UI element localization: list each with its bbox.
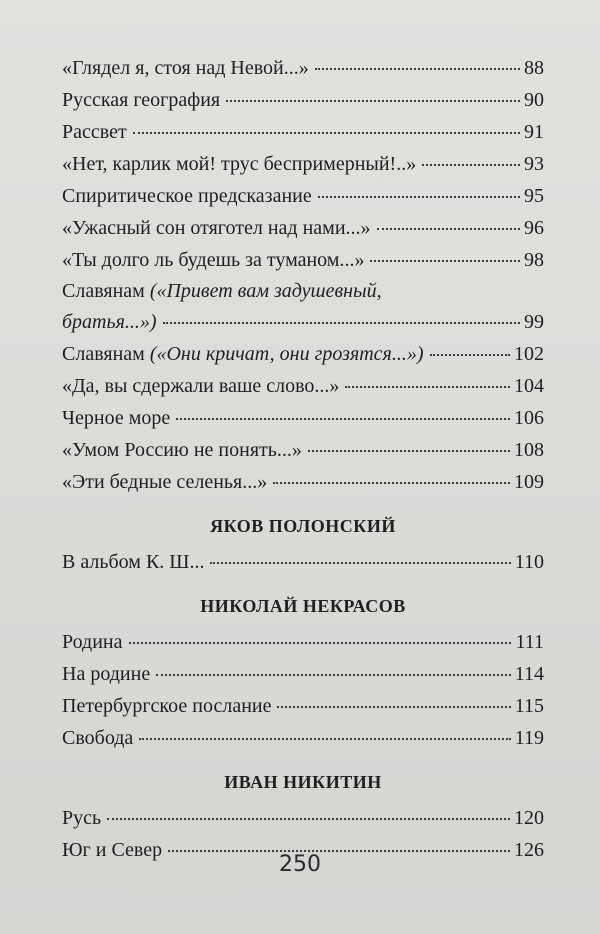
entry-title: Юг и Север: [62, 839, 163, 861]
entry-title: Петербургское послание: [62, 695, 272, 717]
toc-entry-line: [62, 276, 544, 306]
entry-title: Рассвет: [62, 121, 127, 143]
entry-main-title: Славянам: [62, 280, 145, 302]
toc-entry: [62, 402, 544, 434]
dot-leader: [422, 164, 520, 166]
entry-page: 98: [524, 249, 544, 271]
toc-entry: [62, 434, 544, 466]
entry-page: 102: [514, 343, 544, 365]
dot-leader: [318, 196, 520, 198]
section-author-heading: ЯКОВ ПОЛОНСКИЙ: [210, 516, 396, 536]
entry-page: 104: [514, 375, 544, 397]
entry-page: 99: [524, 311, 544, 333]
entry-page: 115: [514, 695, 544, 717]
dot-leader: [107, 818, 510, 820]
dot-leader: [430, 354, 510, 356]
toc-entry: [62, 626, 544, 658]
dot-leader: [377, 228, 520, 230]
dot-leader: [273, 482, 510, 484]
entry-page: 110: [514, 551, 544, 573]
toc-entry: [62, 370, 544, 402]
entry-subtitle-cont: братья...»): [62, 311, 157, 333]
entry-title: Родина: [62, 631, 123, 653]
entry-page: 91: [524, 121, 544, 143]
entry-page: 93: [524, 153, 544, 175]
entry-main-title: Славянам: [62, 343, 145, 365]
page-number: 250: [279, 852, 321, 877]
entry-title: «Ты долго ль будешь за туманом...»: [62, 249, 365, 271]
dot-leader: [308, 450, 510, 452]
toc-entry: [62, 802, 544, 834]
entry-title: [62, 338, 428, 370]
entry-title: Свобода: [62, 727, 134, 749]
toc-entry: [62, 148, 544, 180]
entry-title: «Нет, карлик мой! трус беспримерный!..»: [62, 153, 417, 175]
entry-page: 114: [514, 663, 544, 685]
entry-page: 108: [514, 439, 544, 461]
entry-title: Русская география: [62, 89, 221, 111]
dot-leader: [315, 68, 520, 70]
dot-leader: [345, 386, 510, 388]
dot-leader: [163, 322, 520, 324]
entry-page: 96: [524, 217, 544, 239]
toc-entry: [62, 722, 544, 754]
entry-page: 95: [524, 185, 544, 207]
toc-entry: [62, 52, 544, 84]
toc-entry: [62, 690, 544, 722]
entry-title: Спиритическое предсказание: [62, 185, 312, 207]
dot-leader: [156, 674, 511, 676]
toc-entry: [62, 658, 544, 690]
dot-leader: [210, 562, 510, 564]
entry-title: [62, 306, 161, 338]
entry-page: 88: [524, 57, 544, 79]
toc-entry: [62, 546, 544, 578]
dot-leader: [226, 100, 520, 102]
entry-page: 126: [514, 839, 544, 861]
toc-entry: [62, 306, 544, 338]
entry-page: 111: [515, 631, 544, 653]
entry-subtitle: («Они кричат, они грозятся...»): [149, 343, 424, 365]
section-author-heading: НИКОЛАЙ НЕКРАСОВ: [200, 596, 406, 616]
entry-subtitle: («Привет вам задушевный,: [149, 280, 382, 302]
dot-leader: [139, 738, 510, 740]
section-author-heading: ИВАН НИКИТИН: [224, 772, 382, 792]
toc-entry: [62, 338, 544, 370]
dot-leader: [277, 706, 510, 708]
entry-title: [62, 276, 386, 306]
entry-page: 90: [524, 89, 544, 111]
entry-page: 109: [514, 471, 544, 493]
dot-leader: [176, 418, 510, 420]
entry-page: 120: [514, 807, 544, 829]
toc-entry: [62, 466, 544, 498]
entry-page: 119: [514, 727, 544, 749]
dot-leader: [133, 132, 520, 134]
toc-entry: [62, 244, 544, 276]
table-of-contents: [62, 52, 544, 866]
entry-title: «Глядел я, стоя над Невой...»: [62, 57, 309, 79]
toc-entry: [62, 180, 544, 212]
entry-page: 106: [514, 407, 544, 429]
dot-leader: [370, 260, 520, 262]
entry-title: «Умом Россию не понять...»: [62, 439, 302, 461]
dot-leader: [129, 642, 512, 644]
entry-title: Черное море: [62, 407, 171, 429]
toc-entry: [62, 212, 544, 244]
entry-title: «Да, вы сдержали ваше слово...»: [62, 375, 340, 397]
toc-entry: [62, 116, 544, 148]
entry-title: На родине: [62, 663, 151, 685]
entry-title: «Эти бедные селенья...»: [62, 471, 268, 493]
toc-entry: [62, 84, 544, 116]
entry-title: Русь: [62, 807, 102, 829]
entry-title: «Ужасный сон отяготел над нами...»: [62, 217, 371, 239]
entry-title: В альбом К. Ш...: [62, 551, 205, 573]
